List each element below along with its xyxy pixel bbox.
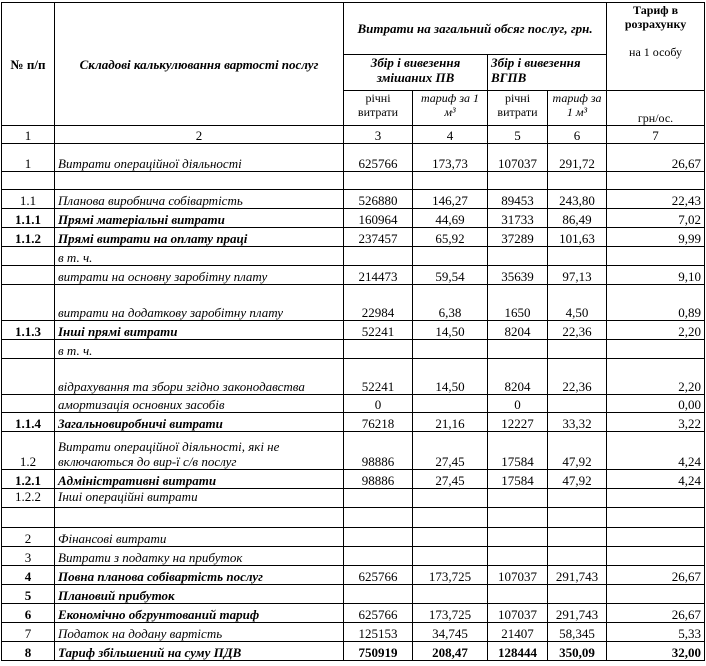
tariff-m3-mixed: 173,725 [413,604,488,623]
row-name: Витрати операційної діяльності, які не включаються до вир-ї с/в послуг [55,432,344,470]
table-row [2,547,705,566]
annual-cost-bulky: 37289 [488,228,548,247]
tariff-m3-bulky: 291,72 [548,144,607,172]
annual-cost-mixed: 625766 [344,604,413,623]
tariff-m3-mixed: 6,38 [413,285,488,321]
header-components: Складові калькулювання вартості послуг [55,3,344,126]
header-tariff [607,3,705,91]
row-number: 1.2 [2,432,55,470]
column-number-row [2,126,705,144]
annual-cost-bulky: 107037 [488,144,548,172]
row-number [2,266,55,285]
row-number [2,359,55,395]
tariff-per-person [607,247,705,266]
row-number: 3 [2,547,55,566]
table-row [2,340,705,359]
tariff-m3-mixed: 21,16 [413,413,488,432]
row-name: витрати на основну заробітну плату [55,266,344,285]
row-name: Повна планова собівартість послуг [55,566,344,585]
tariff-m3-mixed: 27,45 [413,432,488,470]
row-name: Загальновиробничі витрати [55,413,344,432]
row-name: Податок на додану вартість [55,623,344,642]
row-number: 5 [2,585,55,604]
row-number: 1.2.1 [2,470,55,489]
row-number: 2 [2,528,55,547]
tariff-per-person: 9,10 [607,266,705,285]
annual-cost-bulky [488,528,548,547]
tariff-per-person: 26,67 [607,604,705,623]
row-name: Прямі матеріальні витрати [55,209,344,228]
header-costs-total: Витрати на загальний обсяг послуг, грн. [344,3,607,55]
row-number [2,247,55,266]
tariff-per-person [607,508,705,528]
tariff-m3-bulky: 47,92 [548,470,607,489]
table-row [2,489,705,508]
annual-cost-bulky [488,489,548,508]
row-number: 1.1.4 [2,413,55,432]
tariff-m3-mixed [413,547,488,566]
annual-cost-mixed: 237457 [344,228,413,247]
row-name: амортизація основних засобів [55,395,344,413]
tariff-m3-mixed [413,247,488,266]
annual-cost-bulky: 1650 [488,285,548,321]
annual-cost-bulky: 17584 [488,470,548,489]
annual-cost-mixed: 526880 [344,190,413,209]
row-number [2,508,55,528]
header-mixed: Збір і вивезення змішаних ПВ [344,55,488,91]
row-name: Фінансові витрати [55,528,344,547]
row-number: 1.1.3 [2,321,55,340]
annual-cost-bulky [488,172,548,190]
tariff-m3-bulky: 33,32 [548,413,607,432]
annual-cost-bulky: 35639 [488,266,548,285]
tariff-m3-bulky [548,172,607,190]
row-name: Адміністративні витрати [55,470,344,489]
tariff-m3-bulky [548,247,607,266]
annual-cost-mixed: 98886 [344,470,413,489]
row-name: Витрати операційної діяльності [55,144,344,172]
table-row [2,642,705,661]
annual-cost-bulky: 107037 [488,604,548,623]
tariff-m3-mixed [413,528,488,547]
annual-cost-mixed: 76218 [344,413,413,432]
annual-cost-mixed: 160964 [344,209,413,228]
tariff-m3-bulky: 86,49 [548,209,607,228]
tariff-per-person [607,585,705,604]
row-name [55,172,344,190]
tariff-per-person: 4,24 [607,470,705,489]
annual-cost-mixed: 0 [344,395,413,413]
row-number: 1.1 [2,190,55,209]
table-row [2,247,705,266]
annual-cost-bulky: 0 [488,395,548,413]
tariff-m3-bulky: 47,92 [548,432,607,470]
annual-cost-bulky: 8204 [488,359,548,395]
annual-cost-bulky [488,585,548,604]
annual-cost-mixed [344,508,413,528]
tariff-m3-mixed: 146,27 [413,190,488,209]
annual-cost-mixed: 125153 [344,623,413,642]
tariff-m3-bulky: 97,13 [548,266,607,285]
tariff-per-person [607,528,705,547]
table-row [2,470,705,489]
col-number: 2 [55,126,344,144]
annual-cost-mixed [344,547,413,566]
table-row [2,413,705,432]
tariff-m3-mixed: 44,69 [413,209,488,228]
header-annual-bulky: річні витрати [488,91,548,126]
row-number: 1 [2,144,55,172]
tariff-per-person: 32,00 [607,642,705,661]
col-number: 4 [413,126,488,144]
annual-cost-mixed: 22984 [344,285,413,321]
table-row [2,432,705,470]
table-row [2,285,705,321]
annual-cost-mixed: 52241 [344,359,413,395]
tariff-m3-bulky: 58,345 [548,623,607,642]
tariff-m3-bulky: 291,743 [548,566,607,585]
row-name: Економічно обгрунтований тариф [55,604,344,623]
header-unit: грн/ос. [607,91,705,126]
row-name: Інші операційні витрати [55,489,344,508]
cost-calculation-table [1,2,705,661]
header-tariff-m3-mixed: тариф за 1 м³ [413,91,488,126]
tariff-m3-bulky [548,547,607,566]
annual-cost-mixed: 214473 [344,266,413,285]
row-number: 1.2.2 [2,489,55,508]
table-row [2,604,705,623]
tariff-m3-mixed: 27,45 [413,470,488,489]
tariff-m3-mixed [413,172,488,190]
table-row [2,228,705,247]
tariff-per-person: 3,22 [607,413,705,432]
row-name: Плановий прибуток [55,585,344,604]
tariff-m3-mixed: 173,725 [413,566,488,585]
tariff-m3-bulky: 243,80 [548,190,607,209]
annual-cost-bulky: 12227 [488,413,548,432]
tariff-m3-mixed [413,585,488,604]
annual-cost-bulky [488,547,548,566]
col-number: 1 [2,126,55,144]
table-row [2,172,705,190]
table-row [2,508,705,528]
tariff-m3-bulky: 4,50 [548,285,607,321]
header-tariff-per: на 1 особу [629,45,683,59]
annual-cost-mixed: 750919 [344,642,413,661]
header-num: № п/п [2,3,55,126]
header-annual-mixed: річні витрати [344,91,413,126]
annual-cost-bulky: 21407 [488,623,548,642]
row-name: Планова виробнича собівартість [55,190,344,209]
tariff-m3-bulky: 101,63 [548,228,607,247]
table-row [2,395,705,413]
row-number [2,285,55,321]
tariff-m3-mixed: 208,47 [413,642,488,661]
row-name: витрати на додаткову заробітну плату [55,285,344,321]
annual-cost-bulky [488,508,548,528]
tariff-m3-mixed [413,340,488,359]
tariff-per-person: 0,00 [607,395,705,413]
row-name: Витрати з податку на прибуток [55,547,344,566]
tariff-m3-mixed [413,508,488,528]
annual-cost-mixed: 52241 [344,321,413,340]
col-number: 3 [344,126,413,144]
row-name [55,508,344,528]
tariff-m3-bulky [548,585,607,604]
tariff-per-person [607,172,705,190]
tariff-per-person: 2,20 [607,321,705,340]
row-number: 7 [2,623,55,642]
tariff-per-person: 22,43 [607,190,705,209]
row-name: в т. ч. [55,340,344,359]
row-name: Прямі витрати на оплату праці [55,228,344,247]
tariff-m3-mixed: 59,54 [413,266,488,285]
col-number: 5 [488,126,548,144]
tariff-per-person: 5,33 [607,623,705,642]
row-name: Інші прямі витрати [55,321,344,340]
tariff-m3-bulky: 350,09 [548,642,607,661]
tariff-m3-bulky [548,489,607,508]
table-row [2,321,705,340]
tariff-m3-bulky [548,340,607,359]
tariff-m3-mixed: 173,73 [413,144,488,172]
tariff-per-person: 2,20 [607,359,705,395]
annual-cost-mixed: 625766 [344,566,413,585]
col-number: 6 [548,126,607,144]
row-number: 8 [2,642,55,661]
header-tariff-m3-bulky: тариф за 1 м³ [548,91,607,126]
tariff-per-person [607,547,705,566]
table-row [2,623,705,642]
row-number [2,172,55,190]
annual-cost-bulky: 8204 [488,321,548,340]
row-number: 1.1.2 [2,228,55,247]
annual-cost-mixed [344,172,413,190]
annual-cost-mixed [344,585,413,604]
annual-cost-bulky: 128444 [488,642,548,661]
tariff-per-person: 26,67 [607,144,705,172]
annual-cost-bulky: 107037 [488,566,548,585]
col-number: 7 [607,126,705,144]
tariff-m3-mixed: 14,50 [413,321,488,340]
annual-cost-bulky: 17584 [488,432,548,470]
annual-cost-bulky [488,340,548,359]
annual-cost-bulky: 31733 [488,209,548,228]
table-row [2,528,705,547]
tariff-m3-bulky [548,395,607,413]
annual-cost-mixed [344,340,413,359]
table-row [2,585,705,604]
tariff-per-person: 26,67 [607,566,705,585]
tariff-m3-bulky [548,528,607,547]
annual-cost-mixed [344,489,413,508]
annual-cost-bulky: 89453 [488,190,548,209]
table-row [2,144,705,172]
tariff-per-person: 0,89 [607,285,705,321]
tariff-per-person [607,489,705,508]
tariff-m3-bulky: 22,36 [548,359,607,395]
tariff-per-person: 9,99 [607,228,705,247]
tariff-per-person: 4,24 [607,432,705,470]
header-bulky: Збір і вивезення ВГПВ [488,55,607,91]
annual-cost-mixed [344,528,413,547]
tariff-m3-mixed: 14,50 [413,359,488,395]
tariff-m3-mixed: 65,92 [413,228,488,247]
table-row [2,190,705,209]
tariff-m3-bulky [548,508,607,528]
table-row [2,359,705,395]
tariff-per-person [607,340,705,359]
table-row [2,209,705,228]
annual-cost-mixed: 98886 [344,432,413,470]
table-row [2,266,705,285]
annual-cost-bulky [488,247,548,266]
table-row [2,566,705,585]
annual-cost-mixed: 625766 [344,144,413,172]
row-name: в т. ч. [55,247,344,266]
row-number [2,340,55,359]
row-number [2,395,55,413]
tariff-per-person: 7,02 [607,209,705,228]
row-name: відрахування та збори згідно законодавства [55,359,344,395]
tariff-m3-mixed [413,395,488,413]
header-tariff-label: Тариф в розрахунку [624,3,687,31]
tariff-m3-bulky: 291,743 [548,604,607,623]
row-number: 4 [2,566,55,585]
row-number: 6 [2,604,55,623]
annual-cost-mixed [344,247,413,266]
row-name: Тариф збільшений на суму ПДВ [55,642,344,661]
row-number: 1.1.1 [2,209,55,228]
tariff-m3-mixed: 34,745 [413,623,488,642]
tariff-m3-mixed [413,489,488,508]
tariff-m3-bulky: 22,36 [548,321,607,340]
